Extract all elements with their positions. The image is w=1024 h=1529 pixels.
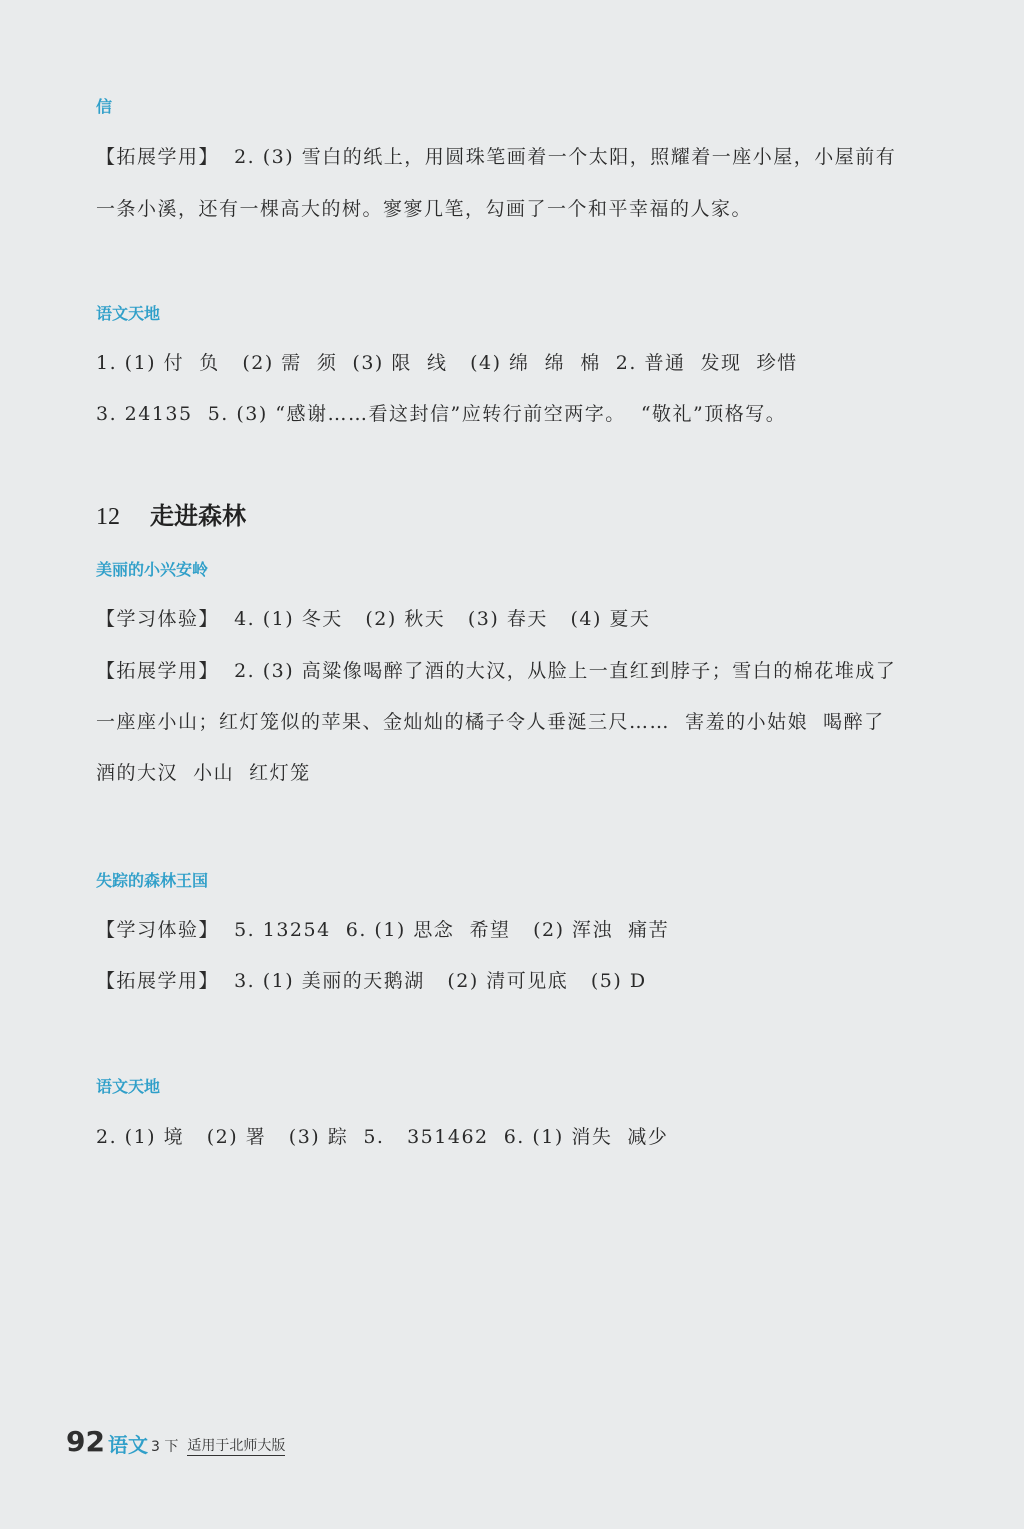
text-line: 一座座小山；红灯笼似的苹果、金灿灿的橘子令人垂涎三尺…… 害羞的小姑娘 喝醉了 [96,711,885,733]
text-line: 2. (1) 境 (2) 署 (3) 踪 5. 351462 6. (1) 消失 减少 [96,1126,669,1148]
text-line: 【学习体验】 4. (1) 冬天 (2) 秋天 (3) 春天 (4) 夏天 [96,608,651,630]
section-heading-lost-forest-kingdom: 失踪的森林王国 [96,871,209,890]
text-line: 【拓展学用】 2. (3) 高粱像喝醉了酒的大汉，从脸上一直红到脖子；雪白的棉花堆成了 [96,660,897,682]
section-heading-xiaoxinganling: 美丽的小兴安岭 [96,560,209,579]
text-line: 【拓展学用】 2. (3) 雪白的纸上，用圆珠笔画着一个太阳，照耀着一座小屋，小屋前有 [96,146,897,168]
chapter-number: 12 [96,504,120,530]
text-line: 1. (1) 付 负 (2) 需 须 (3) 限 线 (4) 绵 绵 棉 2. 普通 发现 珍惜 [96,352,798,374]
page-footer [66,1425,286,1458]
text-line: 酒的大汉 小山 红灯笼 [96,762,311,784]
section-heading-yuwen-tiandi: 语文天地 [96,304,161,323]
section-heading-yuwen-tiandi-2: 语文天地 [96,1077,161,1096]
grade-label: 3 下 [150,1439,179,1455]
page-number: 92 [66,1425,105,1458]
subject-label: 语文 [107,1433,148,1457]
text-line: 【拓展学用】 3. (1) 美丽的天鹅湖 (2) 清可见底 (5) D [96,970,647,992]
section-heading-letter: 信 [96,97,113,116]
text-line: 3. 24135 5. (3) “感谢……看这封信”应转行前空两字。 “敬礼”顶格写。 [96,403,787,425]
text-line: 一条小溪，还有一棵高大的树。寥寥几笔，勾画了一个和平幸福的人家。 [96,198,753,220]
chapter-title: 走进森林 [150,502,246,530]
text-line: 【学习体验】 5. 13254 6. (1) 思念 希望 (2) 浑浊 痛苦 [96,919,670,941]
edition-label: 适用于北师大版 [187,1438,286,1454]
chapter-heading [96,496,246,531]
